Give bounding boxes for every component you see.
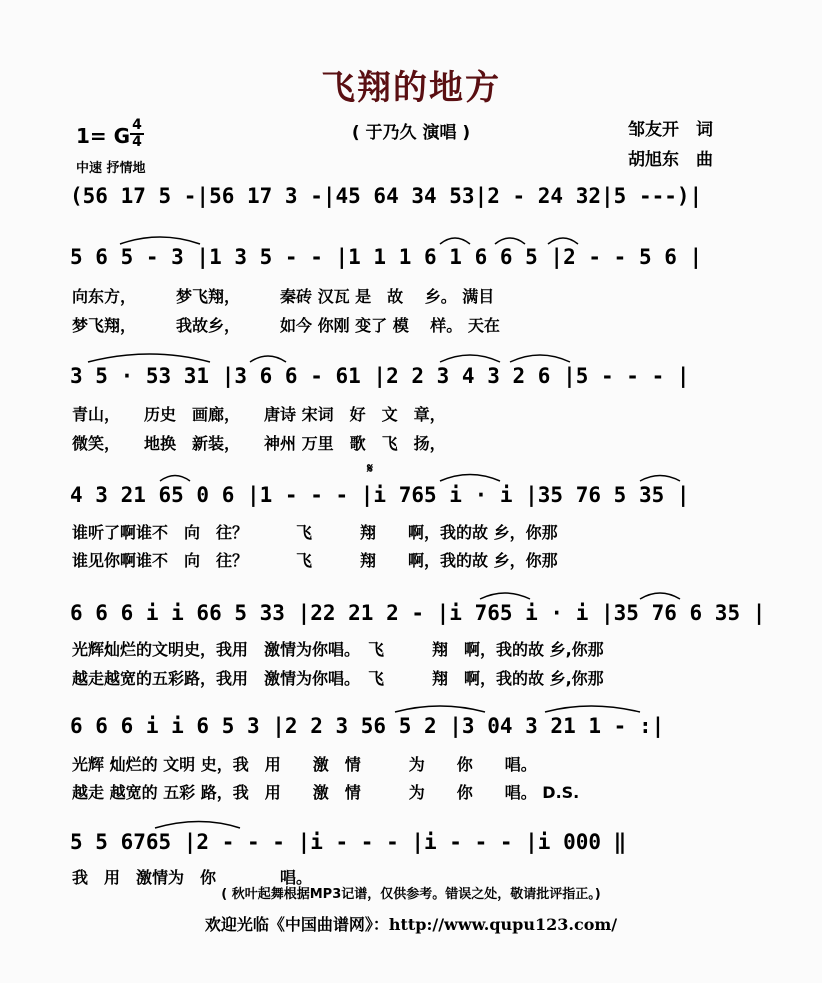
lyric-line-6-verse-2: 越走 越宽的 五彩 路，我 用 激 情 为 你 唱。 D.S. [72, 783, 580, 802]
time-signature [130, 118, 144, 150]
song-title: 飞翔的地方 [321, 68, 501, 108]
tempo-marking: 中速 抒情地 [76, 161, 146, 176]
composer-credit: 胡旭东 曲 [628, 150, 713, 170]
time-signature-bottom: 4 [130, 133, 144, 150]
lyric-line-2-verse-2: 梦飞翔， 我故乡， 如今 你刚 变了 模 样。 天在 [72, 316, 500, 335]
lyric-line-6-verse-1: 光辉 灿烂的 文明 史，我 用 激 情 为 你 唱。 [72, 755, 537, 774]
lyric-line-3-verse-1: 青山， 历史 画廊， 唐诗 宋词 好 文 章， [72, 405, 446, 424]
lyric-line-7-verse-1: 我 用 激情为 你 唱。 [72, 868, 313, 887]
slur-mark [440, 355, 500, 362]
notation-line-4: 4 3 21 65 0 6 |1 - - - |i 765 i · i |35 76 5 35 | [70, 483, 690, 507]
notation-line-7: 5 5 6765 |2 - - - |i - - - |i - - - |i 000 ‖ [70, 830, 627, 854]
lyric-line-5-verse-1: 光辉灿烂的文明史，我用 激情为你唱。 飞 翔 啊，我的故 乡,你那 [72, 640, 604, 659]
lyric-line-4-verse-2: 谁见你啊谁不 向 往？ 飞 翔 啊，我的故 乡，你那 [72, 551, 558, 570]
slur-mark [120, 237, 200, 244]
lyricist-credit: 邹友开 词 [628, 120, 713, 140]
slur-mark [155, 822, 240, 829]
time-signature-top: 4 [132, 117, 142, 133]
segno-sign: 𝄋 [367, 461, 374, 477]
slur-mark [640, 593, 680, 599]
notation-line-6: 6 6 6 i i 6 5 3 |2 2 3 56 5 2 |3 04 3 21 1 - :| [70, 714, 665, 738]
notation-line-5: 6 6 6 i i 66 5 33 |22 21 2 - |i 765 i · i |35 76 6 35 | [70, 601, 766, 625]
notation-line-1: (56 17 5 -|56 17 3 -|45 64 34 53|2 - 24 32|5 ---)| [70, 184, 703, 208]
performer-line: ( 于乃久 演唱 ) [351, 123, 471, 143]
site-footer: 欢迎光临《中国曲谱网》：http://www.qupu123.com/ [204, 915, 618, 934]
slur-mark [480, 593, 530, 599]
slur-mark [160, 476, 190, 482]
slur-mark [250, 356, 286, 362]
slur-mark [545, 706, 640, 712]
notation-line-2: 5 6 5 - 3 |1 3 5 - - |1 1 1 6 1 6 6 5 |2 - - 5 6 | [70, 245, 703, 269]
slur-mark [510, 355, 570, 362]
key-signature: 1= G [76, 124, 131, 148]
lyric-line-5-verse-2: 越走越宽的五彩路，我用 激情为你唱。 飞 翔 啊，我的故 乡,你那 [72, 669, 604, 688]
slur-mark [88, 354, 210, 362]
slur-mark [440, 238, 470, 244]
lyric-line-4-verse-1: 谁听了啊谁不 向 往？ 飞 翔 啊，我的故 乡，你那 [72, 523, 558, 542]
slur-mark [395, 706, 485, 712]
slur-mark [495, 238, 525, 244]
transcription-note: ( 秋叶起舞根据MP3记谱，仅供参考。错误之处，敬请批评指正。) [221, 887, 601, 902]
lyric-line-3-verse-2: 微笑， 地换 新装， 神州 万里 歌 飞 扬， [72, 434, 446, 453]
slur-mark [640, 476, 680, 482]
lyric-line-2-verse-1: 向东方， 梦飞翔， 秦砖 汉瓦 是 故 乡。 满目 [72, 287, 495, 306]
slur-mark [548, 238, 578, 244]
slur-mark [440, 475, 500, 482]
notation-line-3: 3 5 · 53 31 |3 6 6 - 61 |2 2 3 4 3 2 6 |5 - - - | [70, 364, 690, 388]
